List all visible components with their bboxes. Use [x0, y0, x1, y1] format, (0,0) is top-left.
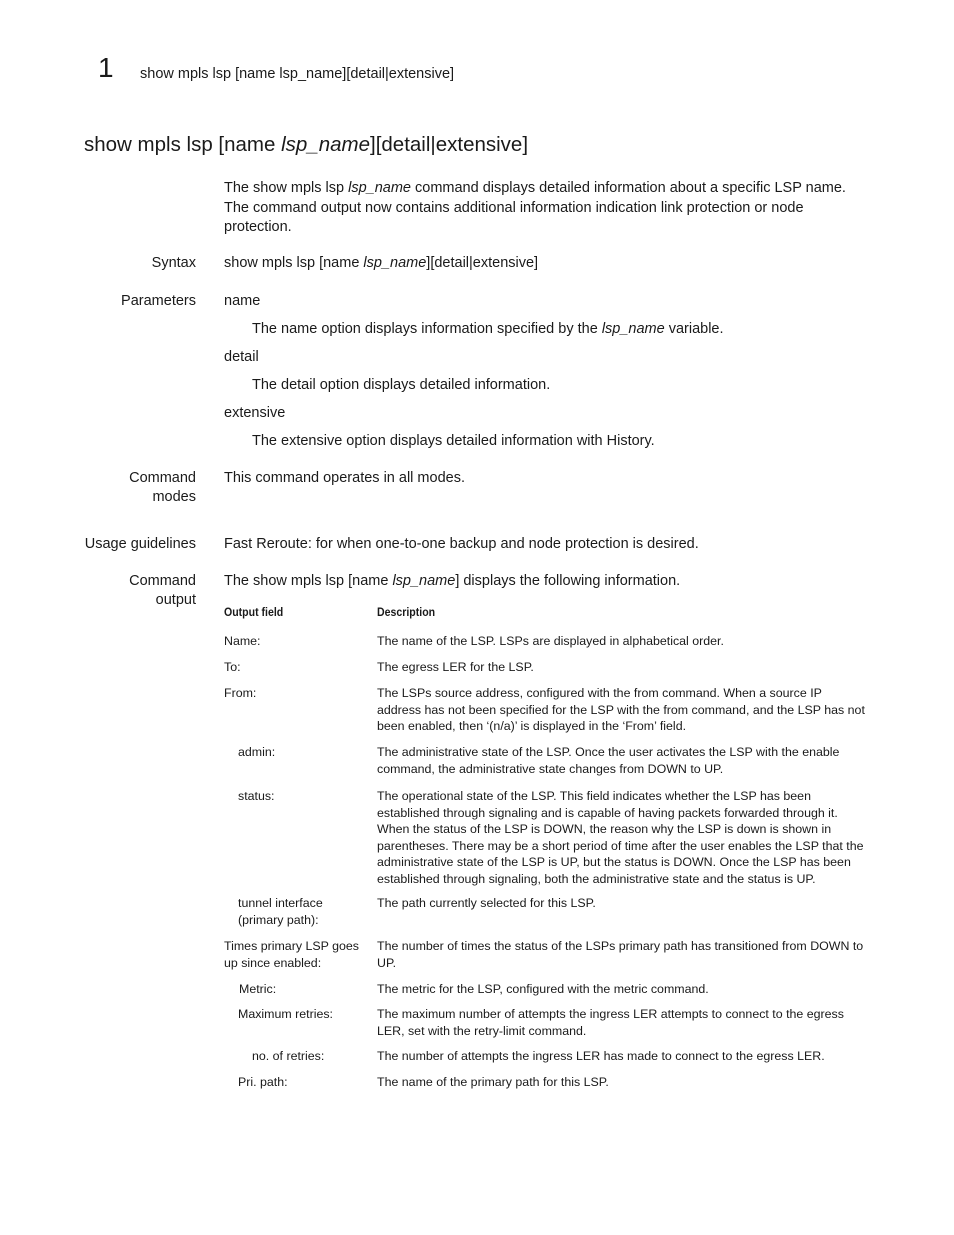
title-prefix: show mpls lsp [name	[84, 133, 282, 156]
command-output-label-line1: Command	[129, 573, 196, 589]
syntax-suffix: ][detail|extensive]	[426, 255, 539, 271]
table-cell-field: Metric:	[239, 982, 277, 996]
table-cell-field: Pri. path:	[238, 1075, 288, 1089]
table-cell-desc: The name of the primary path for this LSP.	[377, 1075, 609, 1089]
command-output-prefix: The show mpls lsp [name	[224, 573, 393, 589]
syntax-text	[224, 254, 538, 274]
intro-italic: lsp_name	[348, 180, 411, 196]
param-name-desc	[252, 320, 724, 340]
command-output-suffix: ] displays the following information.	[455, 573, 681, 589]
table-cell-desc: The number of times the status of the LSPs primary path has transitioned from DOWN to UP.	[377, 939, 864, 970]
table-cell-desc: The number of attempts the ingress LER has made to connect to the egress LER.	[377, 1049, 825, 1063]
chapter-number: 1	[98, 52, 114, 83]
table-cell-field: From:	[224, 686, 257, 700]
table-cell-desc: The metric for the LSP, configured with the metric command.	[377, 982, 709, 996]
command-modes-text: This command operates in all modes.	[224, 470, 465, 486]
table-header-output-field: Output field	[224, 605, 284, 619]
table-cell-desc: The maximum number of attempts the ingress LER attempts to connect to the egress LER, set with the retry-limit command.	[377, 1007, 844, 1038]
syntax-italic: lsp_name	[363, 255, 427, 271]
syntax-label: Syntax	[151, 255, 196, 271]
usage-guidelines-text: Fast Reroute: for when one-to-one backup and node protection is desired.	[224, 536, 699, 552]
syntax-prefix: show mpls lsp [name	[224, 255, 364, 271]
table-cell-desc: The LSPs source address, configured with the from command. When a source IP address has not been specified for the LSP with the from command, and the LSP has not been enabled, then ‘(n/a)’ is displayed in the ‘From’ field.	[377, 686, 865, 733]
command-output-italic: lsp_name	[392, 573, 456, 589]
param-extensive-desc: The extensive option displays detailed information with History.	[252, 433, 655, 449]
table-header-description: Description	[377, 605, 436, 619]
table-cell-field: status:	[238, 789, 275, 803]
param-detail: detail	[224, 349, 259, 365]
table-cell-desc: The path currently selected for this LSP.	[377, 896, 596, 910]
table-cell-field: Times primary LSP goes up since enabled:	[224, 939, 359, 970]
table-cell-desc: The operational state of the LSP. This field indicates whether the LSP has been established through signaling and is capable of having packets forwarded through it. When the status of the LSP is DOWN, the reason why the LSP is down is shown in parentheses. There may be a short period of time after the user enables the LSP that the administrative state of the LSP is UP, but the status is DOWN. Once the LSP has been established through signaling, both the administrative state and the status is UP.	[377, 789, 864, 886]
intro-prefix: The show mpls lsp	[224, 180, 349, 196]
param-desc-suffix: variable.	[664, 321, 724, 337]
page-title	[84, 133, 528, 157]
table-cell-field: no. of retries:	[252, 1049, 325, 1063]
parameters-label: Parameters	[121, 293, 196, 309]
command-output-text	[224, 572, 680, 592]
table-cell-field: Maximum retries:	[238, 1007, 334, 1021]
table-cell-desc: The administrative state of the LSP. Once the user activates the LSP with the enable command, the administrative state changes from DOWN to UP.	[377, 745, 840, 776]
table-cell-field: To:	[224, 660, 241, 674]
table-cell-field: Name:	[224, 634, 261, 648]
param-desc-prefix: The name option displays information specified by the	[252, 321, 602, 337]
table-cell-field: admin:	[238, 745, 276, 759]
param-name: name	[224, 293, 261, 309]
command-modes-label-line1: Command	[129, 470, 196, 486]
usage-guidelines-label: Usage guidelines	[84, 536, 196, 552]
title-suffix: ][detail|extensive]	[370, 133, 529, 156]
table-cell-desc: The name of the LSP. LSPs are displayed in alphabetical order.	[377, 634, 724, 648]
command-modes-label-line2: modes	[152, 489, 196, 505]
running-header-title: show mpls lsp [name lsp_name][detail|extensive]	[140, 66, 455, 82]
intro-paragraph	[224, 179, 864, 238]
param-detail-desc: The detail option displays detailed information.	[252, 377, 551, 393]
table-cell-desc: The egress LER for the LSP.	[377, 660, 534, 674]
intro-suffix: command displays detailed information about a specific LSP name. The command output now contains additional information indication link protection or node protection.	[224, 180, 846, 235]
title-italic: lsp_name	[281, 133, 370, 156]
param-extensive: extensive	[224, 405, 286, 421]
command-output-label-line2: output	[155, 592, 196, 608]
param-desc-italic: lsp_name	[601, 321, 665, 337]
table-cell-field: tunnel interface (primary path):	[238, 896, 323, 927]
